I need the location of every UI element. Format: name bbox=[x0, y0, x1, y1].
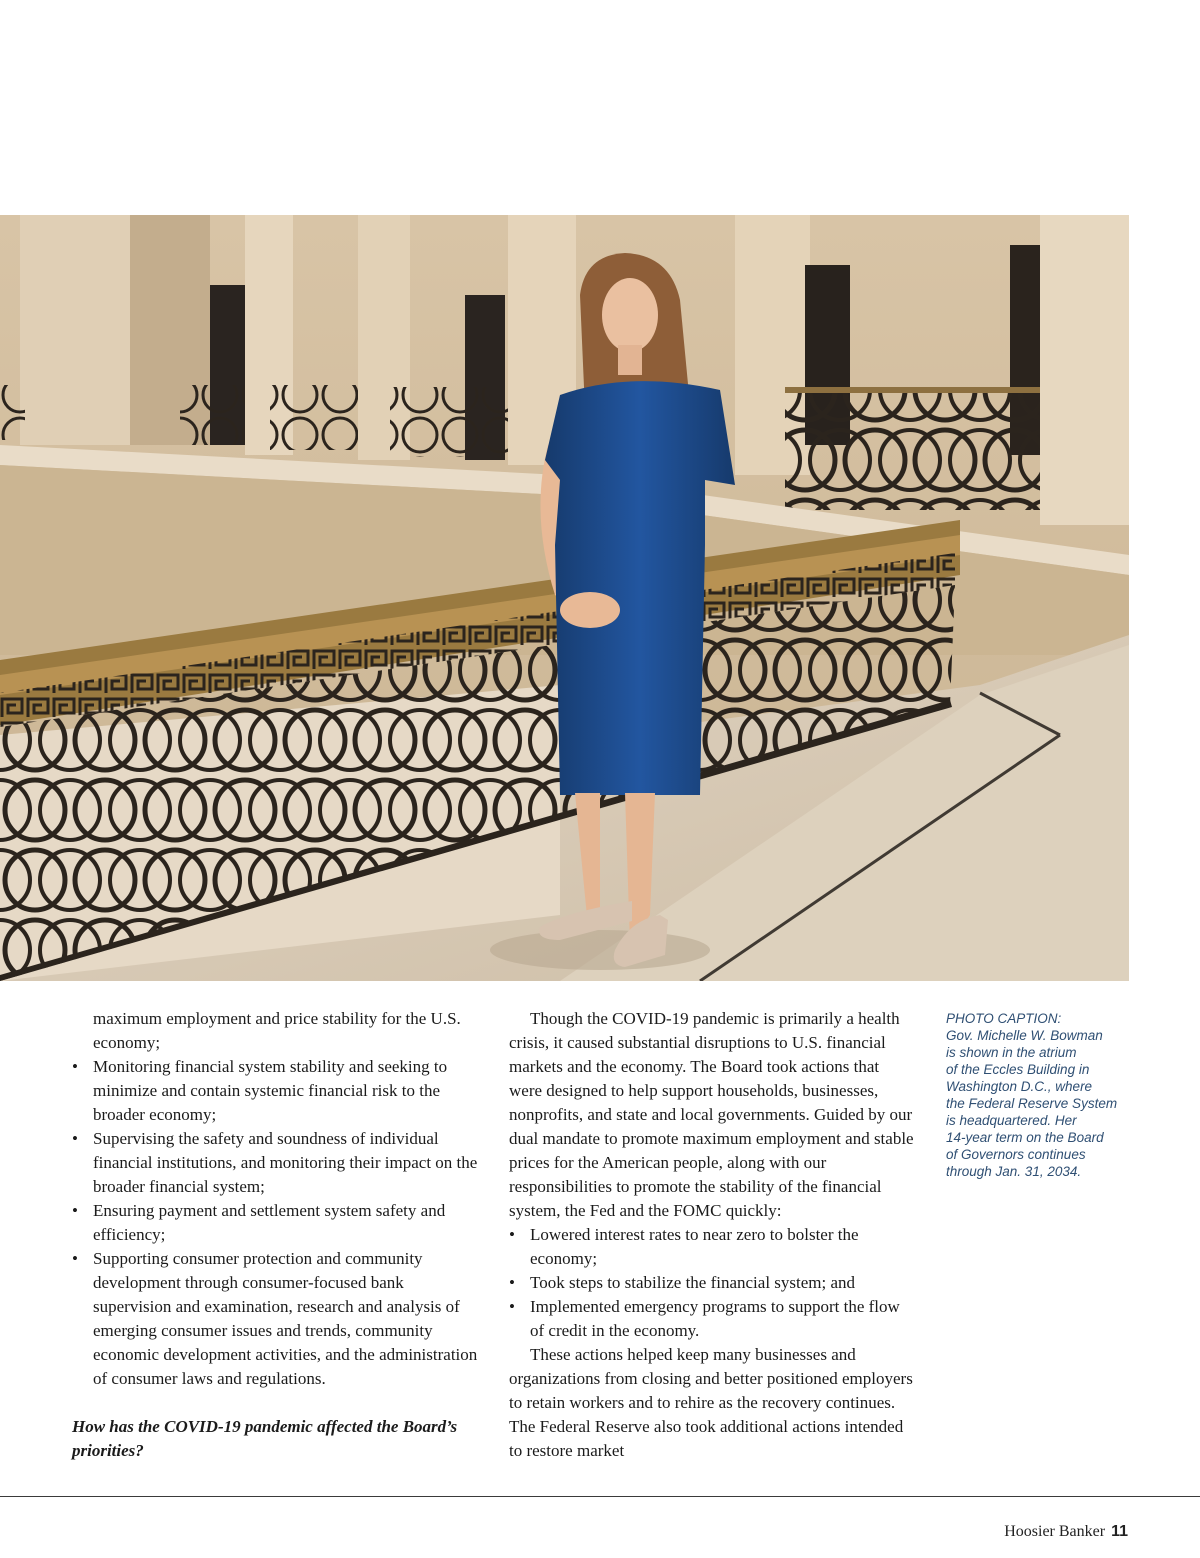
caption-line: is headquartered. Her bbox=[946, 1113, 1077, 1128]
page-footer bbox=[1004, 1523, 1128, 1541]
caption-heading: PHOTO CAPTION: bbox=[946, 1011, 1062, 1026]
photo-illustration bbox=[0, 215, 1129, 981]
bullet-item: • Lowered interest rates to near zero to bolster the economy; bbox=[509, 1223, 914, 1271]
caption-line: of Governors continues bbox=[946, 1147, 1086, 1162]
caption-line: of the Eccles Building in bbox=[946, 1062, 1090, 1077]
body-paragraph: Though the COVID-19 pandemic is primarily a health crisis, it caused substantial disruptions to U.S. financial markets and the economy. The Board took actions that were designed to help support households, businesses, nonprofits, and state and local governments. Guided by our dual mandate to promote maximum employment and stable prices for the American people, along with our responsibilities to promote the stability of the financial system, the Fed and the FOMC quickly: bbox=[509, 1009, 914, 1220]
bullet-list-board-functions bbox=[72, 1055, 482, 1391]
footer-divider bbox=[0, 1496, 1200, 1497]
bullet-item: • Supporting consumer protection and community development through consumer-focused bank supervision and examination, research and analysis of emerging consumer issues and trends, community economic development activities, and the administration of consumer laws and regulations. bbox=[72, 1247, 482, 1391]
photo-caption bbox=[946, 1010, 1136, 1180]
publication-name: Hoosier Banker bbox=[1004, 1523, 1106, 1540]
atrium-portrait-photo bbox=[0, 215, 1129, 981]
bullet-item: • Implemented emergency programs to support the flow of credit in the economy. bbox=[509, 1295, 914, 1343]
text-column-2 bbox=[509, 1007, 914, 1463]
interview-question: How has the COVID-19 pandemic affected the Board’s priorities? bbox=[72, 1417, 458, 1460]
caption-line: through Jan. 31, 2034. bbox=[946, 1164, 1082, 1179]
caption-line: Gov. Michelle W. Bowman bbox=[946, 1028, 1103, 1043]
bullet-item: • Ensuring payment and settlement system safety and efficiency; bbox=[72, 1199, 482, 1247]
body-paragraph: These actions helped keep many businesses and organizations from closing and better positioned employers to retain workers and to rehire as the recovery continues. The Federal Reserve also took additional actions intended to restore market bbox=[509, 1345, 913, 1460]
bullet-item: • Supervising the safety and soundness of individual financial institutions, and monitoring their impact on the broader financial system; bbox=[72, 1127, 482, 1199]
bullet-item: • Took steps to stabilize the financial system; and bbox=[509, 1271, 914, 1295]
caption-line: the Federal Reserve System bbox=[946, 1096, 1118, 1111]
bullet-continuation: maximum employment and price stability for the U.S. economy; bbox=[93, 1009, 461, 1052]
page-number: 11 bbox=[1111, 1523, 1128, 1540]
text-column-1 bbox=[72, 1007, 482, 1463]
caption-line: Washington D.C., where bbox=[946, 1079, 1093, 1094]
caption-line: is shown in the atrium bbox=[946, 1045, 1077, 1060]
bullet-item: • Monitoring financial system stability and seeking to minimize and contain systemic financial risk to the broader economy; bbox=[72, 1055, 482, 1127]
caption-line: 14-year term on the Board bbox=[946, 1130, 1104, 1145]
bullet-list-fed-actions bbox=[509, 1223, 914, 1343]
